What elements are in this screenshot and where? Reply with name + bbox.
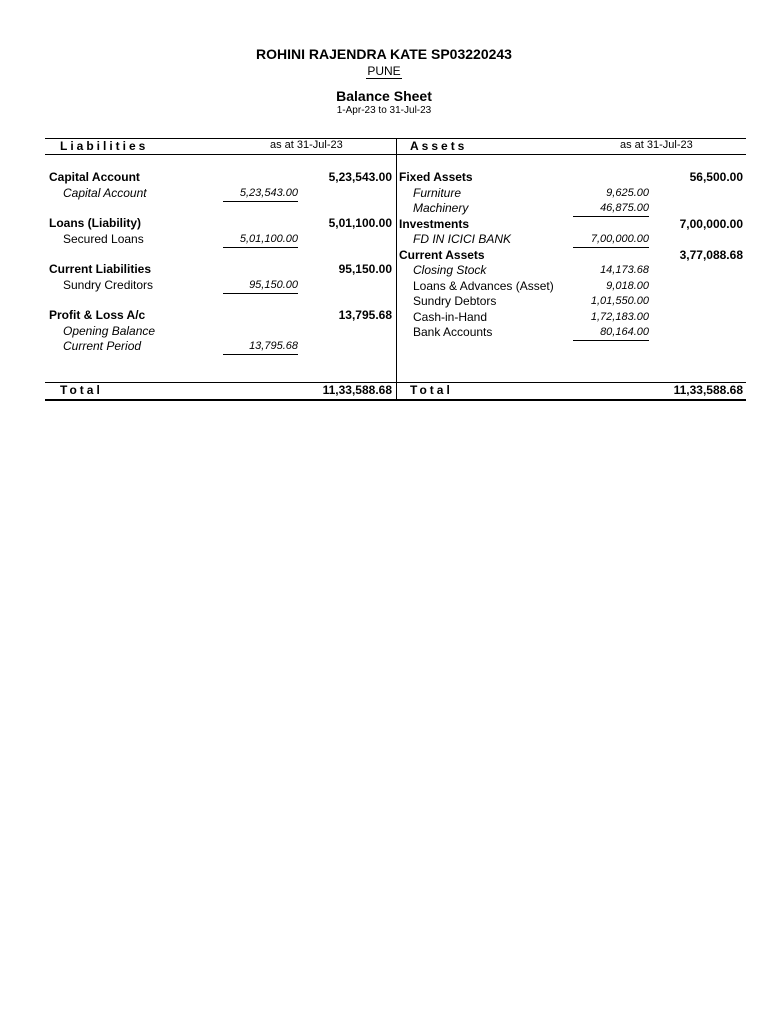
liabilities-item-value: 5,01,100.00 xyxy=(223,231,298,248)
liabilities-item-value: 13,795.68 xyxy=(223,338,298,355)
assets-date: as at 31-Jul-23 xyxy=(620,139,693,151)
liabilities-item-label: Opening Balance xyxy=(63,323,156,338)
assets-item-label: Closing Stock xyxy=(413,263,487,277)
assets-group-total: 3,77,088.68 xyxy=(679,247,743,262)
liabilities-group-total: 5,01,100.00 xyxy=(328,216,392,230)
liabilities-item-value: 95,150.00 xyxy=(223,277,298,294)
assets-item-value: 7,00,000.00 xyxy=(573,231,649,248)
assets-group-total: 56,500.00 xyxy=(689,170,743,184)
assets-item-label: Machinery xyxy=(413,201,469,215)
assets-group-label: Investments xyxy=(399,216,470,231)
assets-item-label: Sundry Debtors xyxy=(413,294,497,308)
assets-item-value: 80,164.00 xyxy=(573,324,649,341)
assets-group-total: 7,00,000.00 xyxy=(679,216,743,231)
city-text: PUNE xyxy=(367,64,401,78)
company-city xyxy=(0,64,768,78)
liabilities-group-total: 13,795.68 xyxy=(338,308,392,322)
assets-heading: Assets xyxy=(410,139,468,153)
company-name: ROHINI RAJENDRA KATE SP03220243 xyxy=(256,46,512,62)
assets-item-value: 9,018.00 xyxy=(606,279,649,292)
assets-item-label: Cash-in-Hand xyxy=(413,309,488,324)
liabilities-item-label: Current Period xyxy=(63,339,142,353)
liabilities-item-label: Sundry Creditors xyxy=(63,277,154,292)
liabilities-item-value: 5,23,543.00 xyxy=(223,185,298,202)
liabilities-group-label: Loans (Liability) xyxy=(49,216,142,230)
assets-item-label: Loans & Advances (Asset) xyxy=(413,278,554,293)
assets-item-label: Furniture xyxy=(413,185,462,200)
liabilities-date: as at 31-Jul-23 xyxy=(270,139,343,151)
report-period: 1-Apr-23 to 31-Jul-23 xyxy=(336,105,432,116)
liabilities-total-value: 11,33,588.68 xyxy=(322,383,392,397)
assets-group-label: Fixed Assets xyxy=(399,170,473,184)
liabilities-group-label: Current Liabilities xyxy=(49,262,152,276)
center-divider xyxy=(396,138,397,401)
assets-total-label: Total xyxy=(410,383,453,397)
assets-item-value: 46,875.00 xyxy=(573,200,649,217)
total-bottom-rule xyxy=(45,399,746,401)
liabilities-total-label: Total xyxy=(60,383,103,397)
liabilities-item-label: Capital Account xyxy=(63,185,147,200)
assets-item-value: 1,72,183.00 xyxy=(590,310,649,323)
report-title: Balance Sheet xyxy=(336,88,432,104)
liabilities-group-total: 5,23,543.00 xyxy=(328,170,392,184)
liabilities-group-label: Capital Account xyxy=(49,170,140,184)
assets-total-value: 11,33,588.68 xyxy=(673,383,743,397)
assets-item-value: 1,01,550.00 xyxy=(590,295,649,307)
assets-item-label: Bank Accounts xyxy=(413,325,493,339)
liabilities-group-total: 95,150.00 xyxy=(338,262,392,276)
liabilities-group-label: Profit & Loss A/c xyxy=(49,308,146,322)
assets-item-value: 14,173.68 xyxy=(600,264,649,276)
liabilities-item-label: Secured Loans xyxy=(63,231,144,246)
assets-item-label: FD IN ICICI BANK xyxy=(413,232,512,246)
liabilities-heading: Liabilities xyxy=(60,139,149,153)
assets-item-value: 9,625.00 xyxy=(606,186,649,199)
assets-group-label: Current Assets xyxy=(399,247,485,262)
